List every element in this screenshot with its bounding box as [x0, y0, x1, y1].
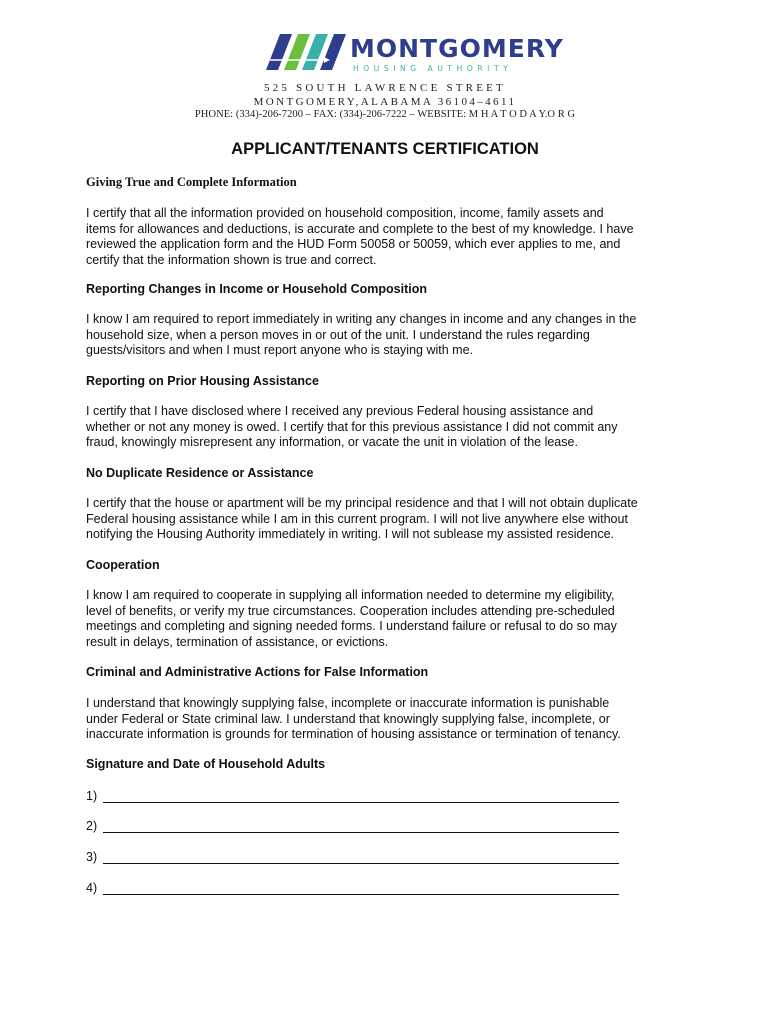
montgomery-housing-authority-logo — [266, 32, 564, 76]
signature-label: 2) — [86, 819, 98, 833]
document-title: APPLICANT/TENANTS CERTIFICATION — [231, 140, 539, 158]
section-heading-true-information: Giving True and Complete Information — [86, 175, 297, 189]
paragraph-line: items for allowances and deductions, is accurate and complete to the best of my knowledge. I have — [86, 221, 634, 236]
signature-row-2[interactable] — [86, 819, 619, 833]
paragraph-line: I certify that all the information provided on household composition, income, family assets and — [86, 206, 604, 220]
section-paragraph-reporting-changes — [86, 312, 696, 359]
section-heading-signatures: Signature and Date of Household Adults — [86, 757, 326, 771]
section-paragraph-false-information — [86, 696, 696, 743]
mha-logo-mark-icon — [266, 34, 346, 74]
paragraph-line: level of benefits, or verify my true circumstances. Cooperation includes attending pre-scheduled — [86, 603, 615, 618]
paragraph-line: reviewed the application form and the HUD Form 50058 or 50059, which ever applies to me, and — [86, 237, 621, 252]
signature-line[interactable] — [103, 882, 619, 895]
paragraph-line: result in delays, termination of assistance, or evictions. — [86, 634, 389, 649]
address-city: MONTGOMERY,ALABAMA 36104–4611 — [253, 96, 517, 108]
paragraph-line: whether or not any money is owed. I certify that for this previous assistance I did not commit any — [86, 419, 618, 434]
section-heading-false-information: Criminal and Administrative Actions for False Information — [86, 665, 429, 679]
paragraph-line: certify that the information shown is true and correct. — [86, 252, 377, 267]
section-paragraph-no-duplicate — [86, 496, 696, 543]
address-street: 525 SOUTH LAWRENCE STREET — [264, 82, 506, 94]
signature-label: 1) — [86, 789, 98, 803]
paragraph-line: Federal housing assistance while I am in this current program. I will not live anywhere else without — [86, 511, 628, 526]
paragraph-line: I certify that I have disclosed where I received any previous Federal housing assistance and — [86, 404, 594, 418]
logo-subtitle: HOUSING AUTHORITY — [353, 64, 513, 73]
paragraph-line: I understand that knowingly supplying false, incomplete or inaccurate information is punishable — [86, 696, 610, 710]
section-heading-cooperation: Cooperation — [86, 558, 160, 572]
section-heading-prior-assistance: Reporting on Prior Housing Assistance — [86, 374, 319, 388]
paragraph-line: under Federal or State criminal law. I understand that knowingly supplying false, incomplete, or — [86, 711, 610, 726]
signature-row-1[interactable] — [86, 789, 619, 803]
section-paragraph-cooperation — [86, 588, 696, 650]
paragraph-line: guests/visitors and when I must report anyone who is staying with me. — [86, 343, 473, 358]
paragraph-line: notifying the Housing Authority immediately in writing. I will not sublease my assisted residence. — [86, 527, 615, 542]
paragraph-line: meetings and completing and signing needed forms. I understand failure or refusal to do so may — [86, 619, 617, 634]
signature-line[interactable] — [103, 790, 619, 803]
section-heading-reporting-changes: Reporting Changes in Income or Household Composition — [86, 282, 427, 296]
section-heading-no-duplicate: No Duplicate Residence or Assistance — [86, 466, 314, 480]
signature-label: 4) — [86, 881, 98, 895]
logo-wordmark: MONTGOMERY — [350, 34, 564, 63]
signature-line[interactable] — [103, 851, 619, 864]
signature-label: 3) — [86, 850, 98, 864]
paragraph-line: I certify that the house or apartment will be my principal residence and that I will not obtain duplicate — [86, 496, 638, 510]
paragraph-line: inaccurate information is grounds for termination of housing assistance or termination of tenancy. — [86, 727, 621, 742]
signature-row-3[interactable] — [86, 850, 619, 864]
section-paragraph-prior-assistance — [86, 404, 696, 451]
paragraph-line: I know I am required to cooperate in supplying all information needed to determine my eligibility, — [86, 588, 615, 602]
paragraph-line: household size, when a person moves in or out of the unit. I understand the rules regarding — [86, 327, 590, 342]
paragraph-line: fraud, knowingly misrepresent any information, or vacate the unit in violation of the lease. — [86, 435, 578, 450]
intro-paragraph — [86, 206, 696, 268]
signature-line[interactable] — [103, 820, 619, 833]
signature-row-4[interactable] — [86, 881, 619, 895]
contact-info: PHONE: (334)-206-7200 – FAX: (334)-206-7222 – WEBSITE: M H A T O D A Y.O R G — [194, 109, 576, 120]
paragraph-line: I know I am required to report immediately in writing any changes in income and any changes in the — [86, 312, 637, 326]
